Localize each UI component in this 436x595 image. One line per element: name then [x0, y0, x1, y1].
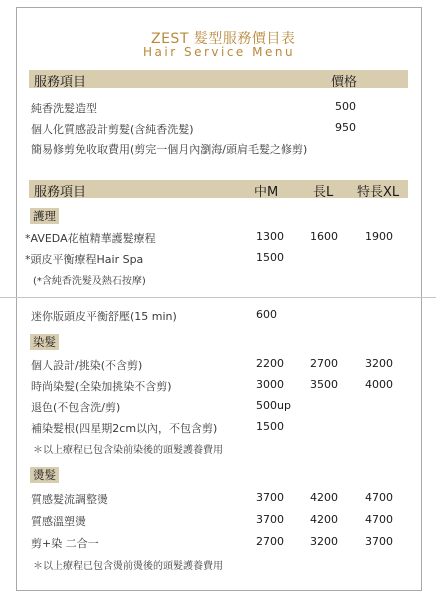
menu-subtitle: Hair Service Menu	[143, 45, 296, 59]
price-l: 4200	[310, 491, 338, 504]
price-m: 1500	[256, 420, 284, 433]
header-price: 價格	[331, 75, 358, 90]
section1-header-bar	[29, 70, 408, 88]
page-divider	[0, 297, 436, 298]
price-xl: 4700	[365, 491, 393, 504]
price-xl: 4700	[365, 513, 393, 526]
service-name: 質感髮流調整燙	[31, 493, 108, 506]
header-item: 服務項目	[34, 185, 87, 200]
price-xl: 1900	[365, 230, 393, 243]
price-m: 1500	[256, 251, 284, 264]
price-l: 4200	[310, 513, 338, 526]
service-name: 迷你版頭皮平衡舒壓(15 min)	[31, 310, 177, 323]
price-m: 500up	[256, 399, 291, 412]
price-m: 2200	[256, 357, 284, 370]
header-extra-long: 特長XL	[357, 185, 400, 200]
price-m: 600	[256, 308, 277, 321]
dye-note: ＊以上療程已包含染前染後的頭髮護養費用	[33, 445, 223, 456]
category-dye-badge: 染髮	[30, 334, 59, 350]
header-long: 長L	[313, 185, 334, 200]
service-name: 補染髮根(四星期2cm以內，不包含剪)	[31, 422, 218, 435]
service-name: 純香洗髮造型	[31, 102, 97, 115]
category-perm-badge: 燙髮	[30, 467, 59, 483]
price-xl: 4000	[365, 378, 393, 391]
price-m: 3000	[256, 378, 284, 391]
price-l: 3200	[310, 535, 338, 548]
service-name: 時尚染髮(全染加挑染不含剪)	[31, 380, 172, 393]
header-medium: 中M	[254, 185, 279, 200]
price-l: 2700	[310, 357, 338, 370]
service-name: *頭皮平衡療程Hair Spa	[25, 253, 144, 266]
category-care-badge: 護理	[30, 208, 59, 224]
price-m: 1300	[256, 230, 284, 243]
service-name: 個人化質感設計剪髮(含純香洗髮)	[31, 123, 194, 136]
service-name: 質感溫塑燙	[31, 515, 86, 528]
price-m: 3700	[256, 513, 284, 526]
section2-header-bar	[29, 180, 408, 198]
service-name: 退色(不包含洗/剪)	[31, 401, 121, 414]
care-subnote: (*含純香洗髮及熱石按摩)	[33, 276, 146, 287]
price-l: 3500	[310, 378, 338, 391]
price-m: 3700	[256, 491, 284, 504]
service-price: 500	[335, 100, 356, 113]
price-m: 2700	[256, 535, 284, 548]
service-name: 剪+染 二合一	[31, 537, 99, 550]
service-price: 950	[335, 121, 356, 134]
service-name: *AVEDA花植精華護髮療程	[25, 232, 156, 245]
header-item: 服務項目	[34, 75, 87, 90]
service-name: 個人設計/挑染(不含剪)	[31, 359, 143, 372]
price-l: 1600	[310, 230, 338, 243]
price-xl: 3200	[365, 357, 393, 370]
perm-note: ＊以上療程已包含燙前燙後的頭髮護養費用	[33, 561, 223, 572]
price-xl: 3700	[365, 535, 393, 548]
section1-note: 簡易修剪免收取費用(剪完一個月內瀏海/頭肩毛髮之修剪)	[31, 143, 308, 156]
menu-title: ZEST 髮型服務價目表	[151, 31, 296, 47]
